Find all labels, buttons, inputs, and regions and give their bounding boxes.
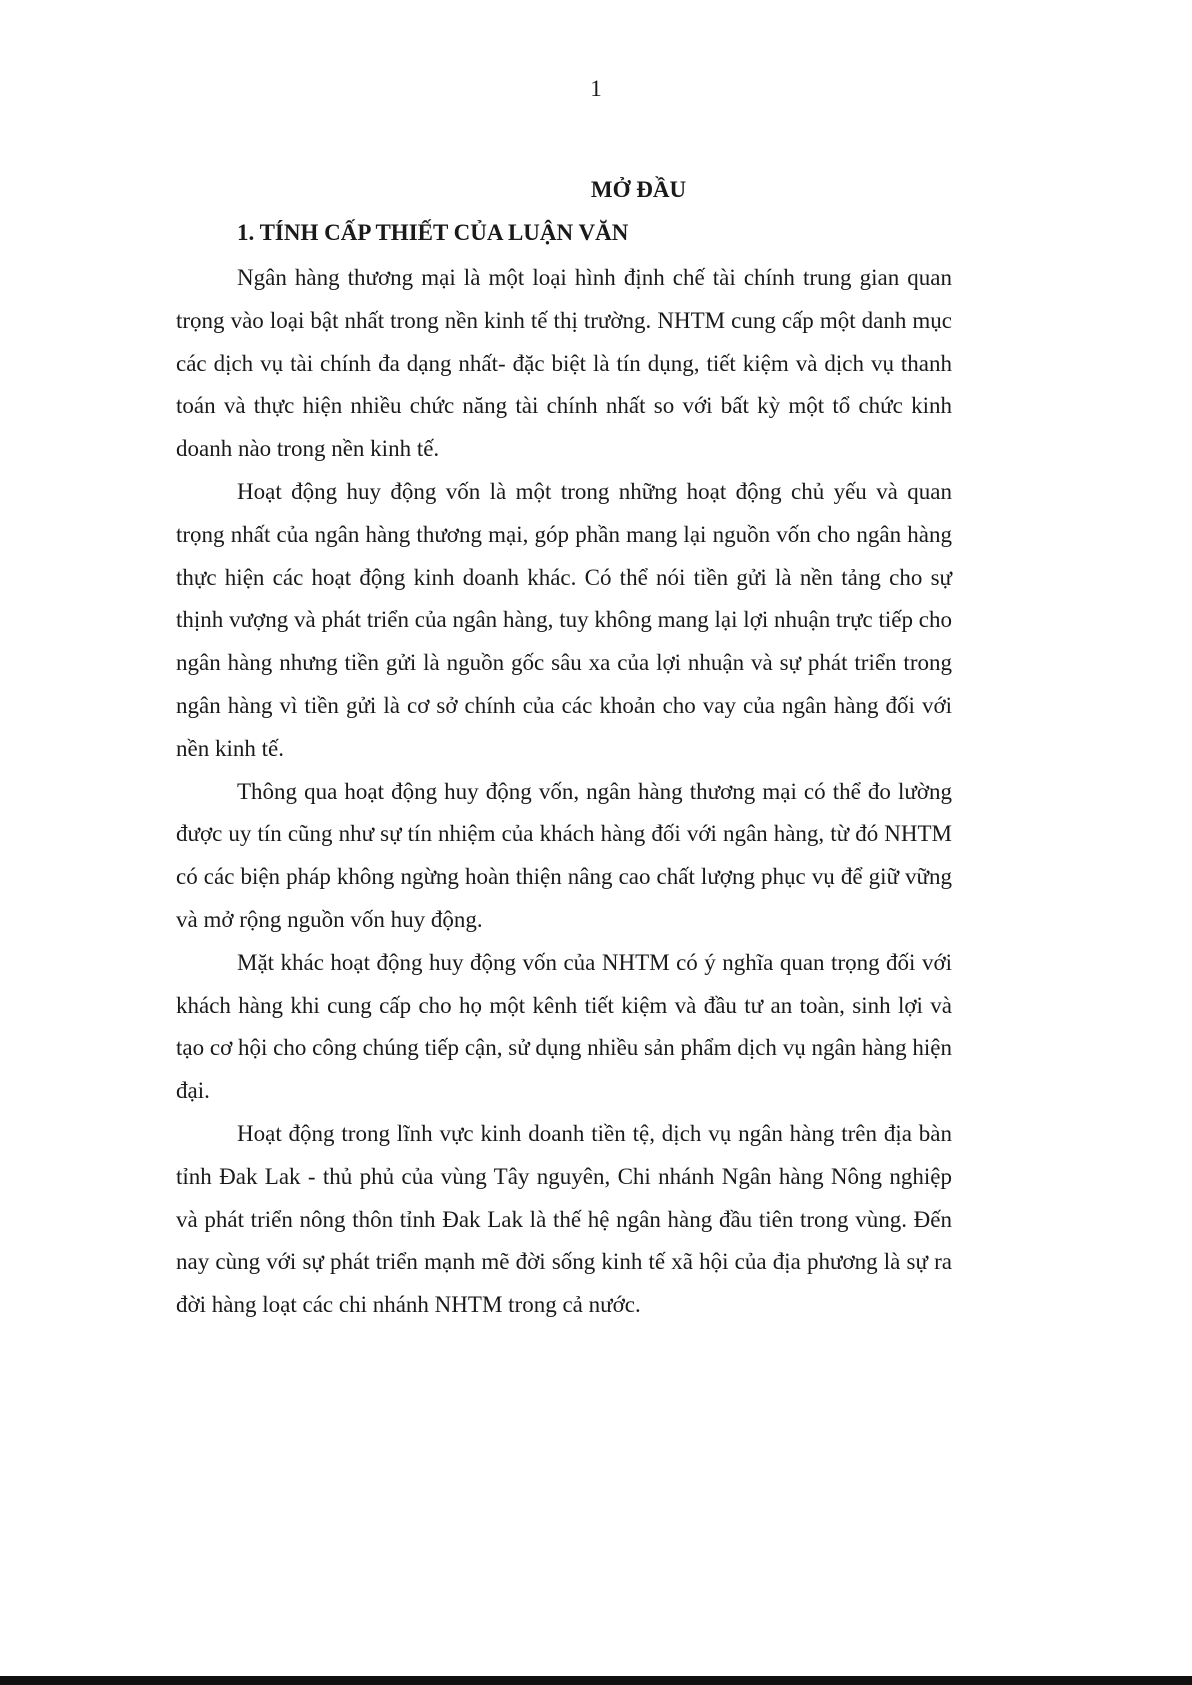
- paragraph: Hoạt động trong lĩnh vực kinh doanh tiền tệ, dịch vụ ngân hàng trên địa bàn tỉnh Đak Lak - thủ phủ của vùng Tây nguyên, Chi nhánh Ngân hàng Nông nghiệp và phát triển nông thôn tỉnh Đak Lak là thế hệ ngân hàng đầu tiên trong vùng. Đến nay cùng với sự phát triển mạnh mẽ đời sống kinh tế xã hội của địa phương là sự ra đời hàng loạt các chi nhánh NHTM trong cả nước.: [176, 1120, 952, 1318]
- page-number: 1: [590, 76, 602, 101]
- paragraph: Thông qua hoạt động huy động vốn, ngân hàng thương mại có thể đo lường được uy tín cũng như sự tín nhiệm của khách hàng đối với ngân hàng, từ đó NHTM có các biện pháp không ngừng hoàn thiện nâng cao chất lượng phục vụ để giữ vững và mở rộng nguồn vốn huy động.: [176, 778, 952, 932]
- paragraph: Ngân hàng thương mại là một loại hình định chế tài chính trung gian quan trọng vào loại bật nhất trong nền kinh tế thị trường. NHTM cung cấp một danh mục các dịch vụ tài chính đa dạng nhất- đặc biệt là tín dụng, tiết kiệm và dịch vụ thanh toán và thực hiện nhiều chức năng tài chính nhất so với bất kỳ một tổ chức kinh doanh nào trong nền kinh tế.: [176, 265, 952, 462]
- paragraph: Mặt khác hoạt động huy động vốn của NHTM có ý nghĩa quan trọng đối với khách hàng khi cung cấp cho họ một kênh tiết kiệm và đầu tư an toàn, sinh lợi và tạo cơ hội cho công chúng tiếp cận, sử dụng nhiều sản phẩm dịch vụ ngân hàng hiện đại.: [176, 949, 952, 1104]
- bottom-edge-bar: [0, 1676, 1192, 1685]
- body-text: [176, 257, 952, 1327]
- chapter-title: MỞ ĐẦU: [590, 177, 687, 202]
- section-title: 1. TÍNH CẤP THIẾT CỦA LUẬN VĂN: [237, 220, 629, 245]
- paragraph: Hoạt động huy động vốn là một trong những hoạt động chủ yếu và quan trọng nhất của ngân hàng thương mại, góp phần mang lại nguồn vốn cho ngân hàng thực hiện các hoạt động kinh doanh khác. Có thể nói tiền gửi là nền tảng cho sự thịnh vượng và phát triển của ngân hàng, tuy không mang lại lợi nhuận trực tiếp cho ngân hàng nhưng tiền gửi là nguồn gốc sâu xa của lợi nhuận và sự phát triển trong ngân hàng vì tiền gửi là cơ sở chính của các khoản cho vay của ngân hàng đối với nền kinh tế.: [176, 478, 952, 761]
